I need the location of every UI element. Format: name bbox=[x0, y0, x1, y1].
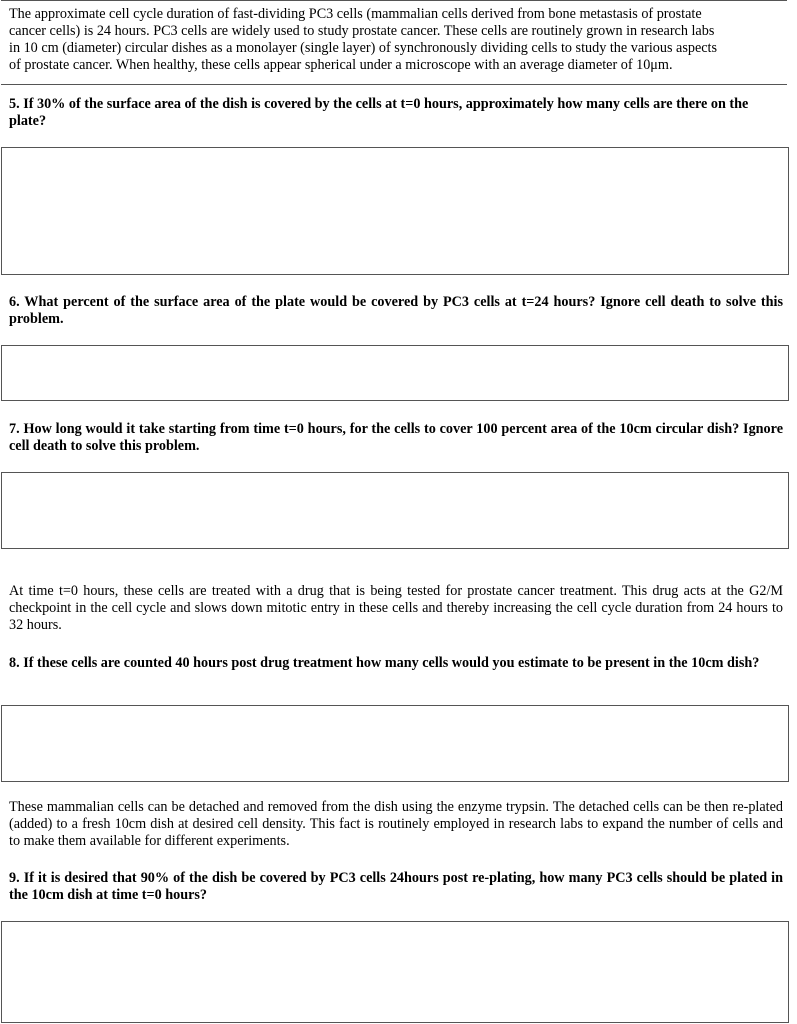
intro-line: cancer cells) is 24 hours. PC3 cells are widely used to study prostate cancer. These cells are routinely grown in research labs bbox=[9, 23, 715, 39]
answer-box-7[interactable] bbox=[1, 472, 789, 549]
trypsin-passage: These mammalian cells can be detached and removed from the dish using the enzyme trypsin. The detached cells can be then re-plated (added) to a fresh 10cm dish at desired cell density. This fact is routinely employed in research labs to expand the number of cells and to make them available for different experiments. bbox=[9, 799, 783, 849]
intro-line: of prostate cancer. When healthy, these cells appear spherical under a microscope with an average diameter of 10μm. bbox=[9, 57, 673, 73]
intro-line: The approximate cell cycle duration of fast-dividing PC3 cells (mammalian cells derived from bone metastasis of prostate bbox=[9, 6, 702, 22]
question-7: 7. How long would it take starting from time t=0 hours, for the cells to cover 100 percent area of the 10cm circular dish? Ignore cell death to solve this problem. bbox=[9, 421, 783, 454]
answer-box-6[interactable] bbox=[1, 345, 789, 401]
intro-paragraph bbox=[9, 6, 783, 74]
intro-line: in 10 cm (diameter) circular dishes as a monolayer (single layer) of synchronously dividing cells to study the various aspects bbox=[9, 40, 718, 56]
question-9: 9. If it is desired that 90% of the dish be covered by PC3 cells 24hours post re-plating, how many PC3 cells should be plated in the 10cm dish at time t=0 hours? bbox=[9, 870, 783, 903]
answer-box-5[interactable] bbox=[1, 147, 789, 275]
answer-box-8[interactable] bbox=[1, 705, 789, 782]
question-6: 6. What percent of the surface area of the plate would be covered by PC3 cells at t=24 hours? Ignore cell death to solve this problem. bbox=[9, 294, 783, 327]
drug-passage: At time t=0 hours, these cells are treated with a drug that is being tested for prostate cancer treatment. This drug acts at the G2/M checkpoint in the cell cycle and slows down mitotic entry in these cells and thereby increasing the cell cycle duration from 24 hours to 32 hours. bbox=[9, 583, 783, 633]
question-8: 8. If these cells are counted 40 hours post drug treatment how many cells would you estimate to be present in the 10cm dish? bbox=[9, 655, 760, 671]
section-divider bbox=[1, 84, 787, 85]
top-border bbox=[1, 0, 787, 1]
question-5: 5. If 30% of the surface area of the dish is covered by the cells at t=0 hours, approximately how many cells are there on the plate? bbox=[9, 96, 749, 129]
answer-box-9[interactable] bbox=[1, 921, 789, 1023]
